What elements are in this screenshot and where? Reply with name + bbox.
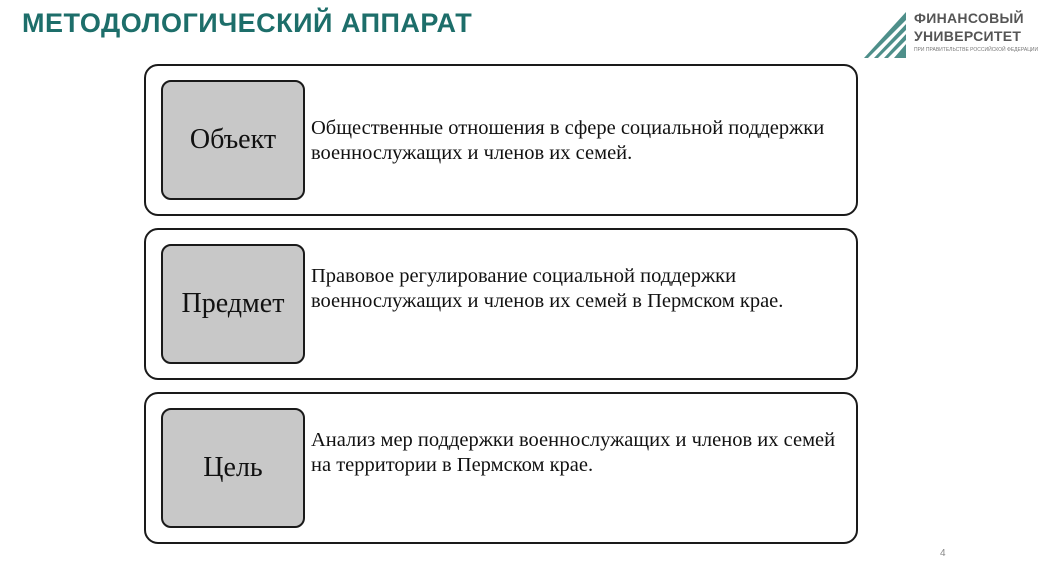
desc-object: Общественные отношения в сфере социальной поддержки военнослужащих и членов их семей. xyxy=(311,117,825,164)
page-number: 4 xyxy=(940,548,946,559)
page-title: МЕТОДОЛОГИЧЕСКИЙ АППАРАТ xyxy=(22,8,473,38)
logo-line1: ФИНАНСОВЫЙ xyxy=(914,10,1024,26)
university-logo xyxy=(862,6,1038,62)
logo-line2: УНИВЕРСИТЕТ xyxy=(914,28,1022,44)
label-subject: Предмет xyxy=(161,244,305,364)
logo-emblem-icon xyxy=(862,8,912,60)
label-goal: Цель xyxy=(161,408,305,528)
desc-goal: Анализ мер поддержки военнослужащих и членов их семей на территории в Пермском крае. xyxy=(311,429,836,476)
logo-subtitle: ПРИ ПРАВИТЕЛЬСТВЕ РОССИЙСКОЙ ФЕДЕРАЦИИ xyxy=(914,47,1038,53)
desc-subject: Правовое регулирование социальной поддержки военнослужащих и членов их семей в Пермском крае. xyxy=(311,265,784,312)
row-goal xyxy=(144,392,858,544)
row-object xyxy=(144,64,858,216)
label-object: Объект xyxy=(161,80,305,200)
row-subject xyxy=(144,228,858,380)
